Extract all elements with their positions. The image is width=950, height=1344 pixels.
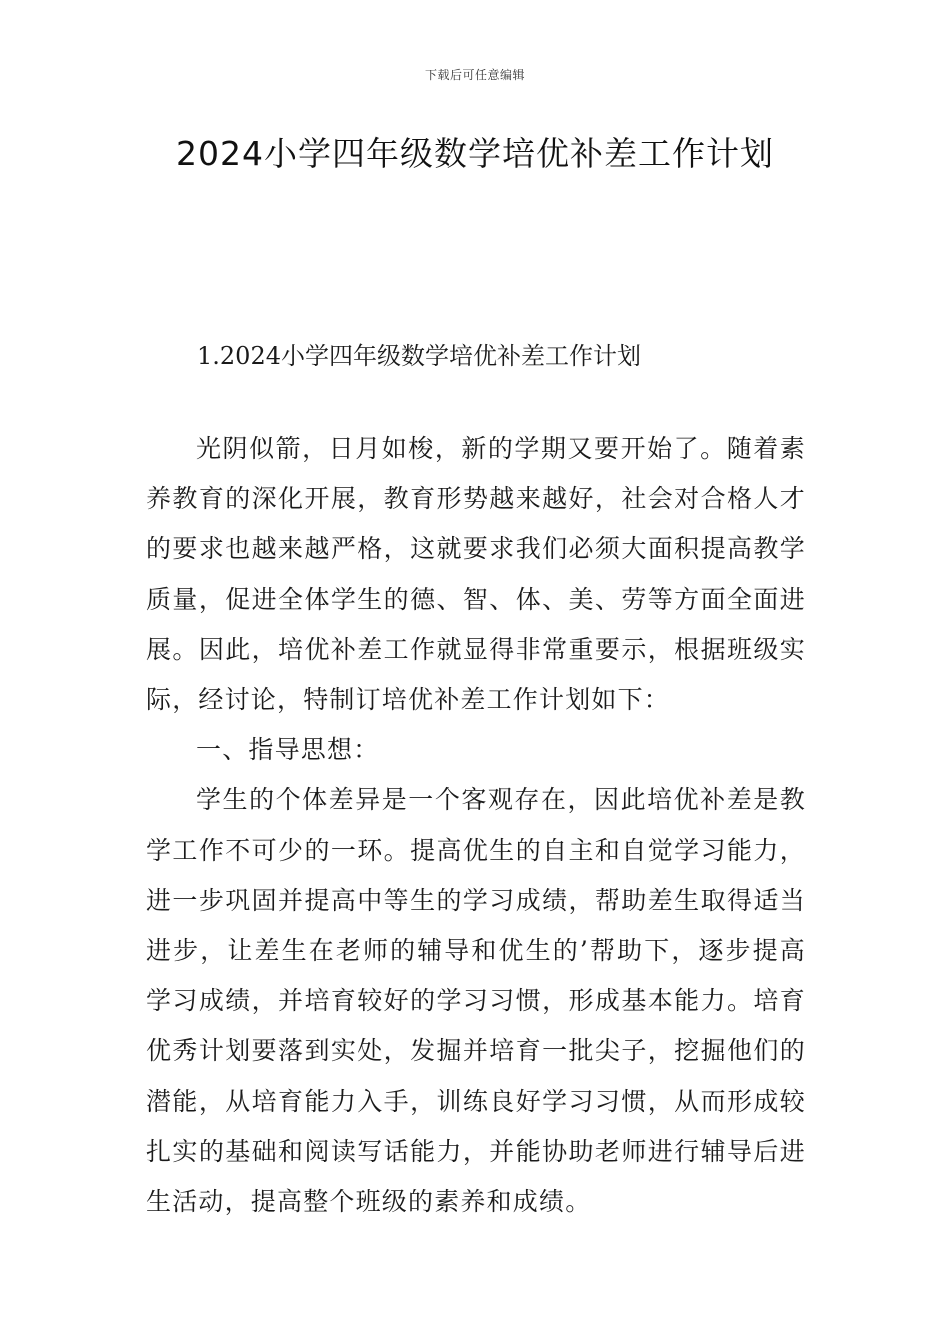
guiding-thought-paragraph: 学生的个体差异是一个客观存在，因此培优补差是教学工作不可少的一环。提高优生的自主和自觉学习能力，进一步巩固并提高中等生的学习成绩，帮助差生取得适当进步，让差生在老师的辅导和优生的’帮助下，逐步提高学习成绩，并培育较好的学习习惯，形成基本能力。培育优秀计划要落到实处，发掘并培育一批尖子，挖掘他们的潜能，从培育能力入手，训练良好学习习惯，从而形成较扎实的基础和阅读写话能力，并能协助老师进行辅导后进生活动，提高整个班级的素养和成绩。 — [146, 785, 806, 1217]
guiding-thought-heading: 一、指导思想： — [196, 735, 380, 765]
document-title: 2024小学四年级数学培优补差工作计划 — [176, 134, 774, 173]
intro-paragraph: 光阴似箭，日月如梭，新的学期又要开始了。随着素养教育的深化开展，教育形势越来越好，社会对合格人才的要求也越来越严格，这就要求我们必须大面积提高教学质量，促进全体学生的德、智、体、美、劳等方面全面进展。因此，培优补差工作就显得非常重要示，根据班级实际，经讨论，特制订培优补差工作计划如下： — [146, 434, 806, 715]
section-heading: 1.2024小学四年级数学培优补差工作计划 — [197, 342, 641, 370]
download-note: 下载后可任意编辑 — [424, 68, 525, 82]
document-body — [146, 424, 806, 1227]
